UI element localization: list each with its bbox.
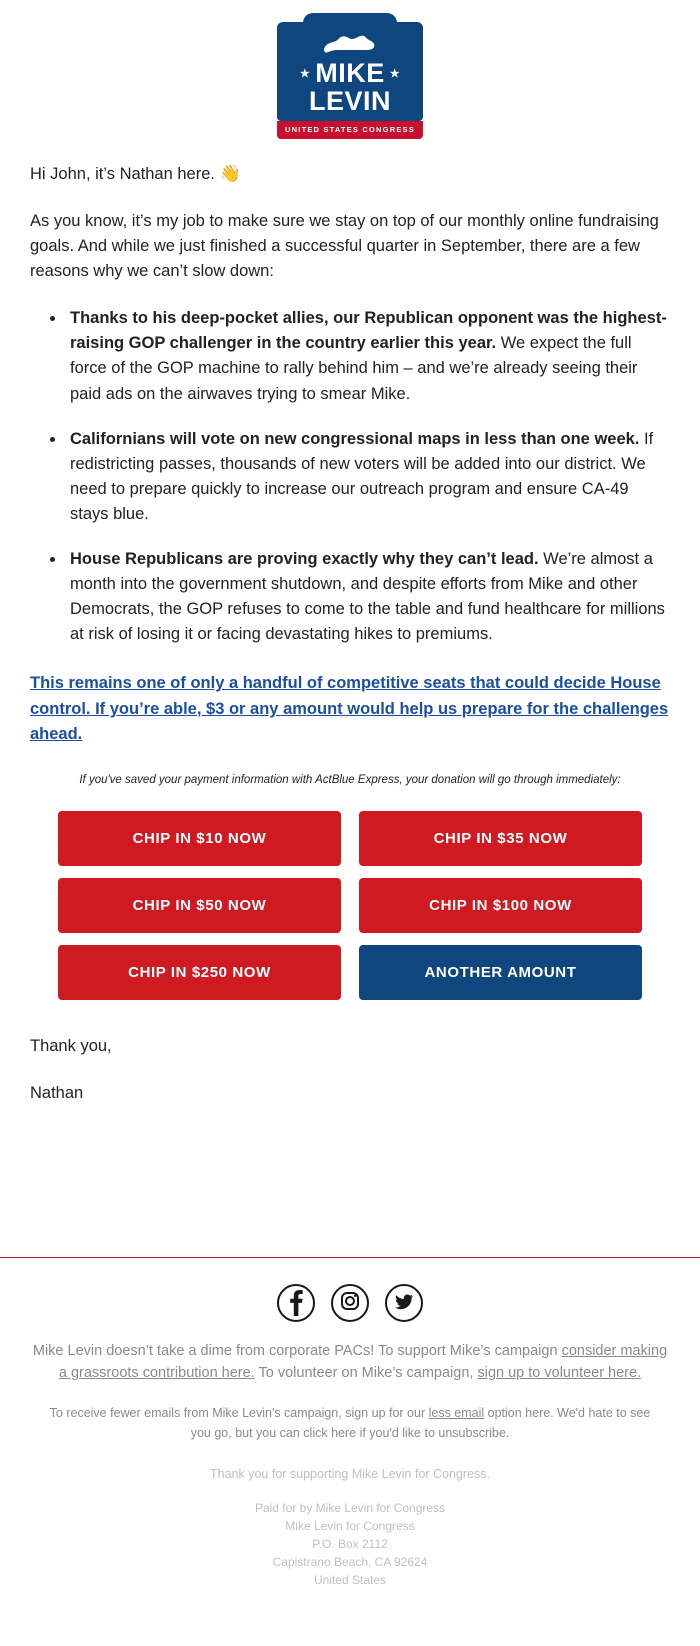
address-line: P.O. Box 2112 bbox=[312, 1536, 388, 1551]
email-footer bbox=[0, 1258, 700, 1615]
chip-in-10-button[interactable]: CHIP IN $10 NOW bbox=[58, 811, 341, 866]
logo-shield bbox=[277, 22, 423, 121]
volunteer-signup-link[interactable]: sign up to volunteer here. bbox=[477, 1365, 642, 1382]
bullet-bold-text: Thanks to his deep-pocket allies, our Republican opponent was the highest-raising GOP challenger in the country earlier this year. bbox=[70, 309, 667, 353]
list-item bbox=[66, 547, 670, 647]
chip-in-250-button[interactable]: CHIP IN $250 NOW bbox=[58, 945, 341, 1000]
bullet-rest-text: If redistricting passes, thousands of new voters will be added into our district. We need to prepare quickly to increase our outreach program and ensure CA-49 stays blue. bbox=[70, 429, 654, 523]
unsubscribe-part1: To receive fewer emails from Mike Levin's campaign, sign up for our bbox=[49, 1405, 429, 1420]
signoff-thank-you: Thank you, bbox=[30, 1037, 112, 1056]
star-icon: ★ bbox=[389, 68, 401, 80]
address-line: Mike Levin for Congress bbox=[285, 1518, 415, 1533]
competitive-seat-cta-link[interactable]: This remains one of only a handful of competitive seats that could decide House control. If you’re able, $3 or any amount would help us prepare for the challenges ahead. bbox=[30, 674, 669, 744]
social-links bbox=[30, 1284, 670, 1322]
california-bear-icon bbox=[277, 32, 423, 58]
footer-disclaimer-part2: To volunteer on Mike’s campaign, bbox=[254, 1365, 478, 1382]
signoff-block bbox=[0, 1034, 700, 1106]
bullet-rest-text: We’re almost a month into the government shutdown, and despite efforts from Mike and other Democrats, the GOP refuses to come to the table and fund healthcare for millions at risk of losing it or facing devastating hikes to premiums. bbox=[70, 549, 665, 644]
greeting-line bbox=[30, 161, 670, 187]
list-item bbox=[66, 306, 670, 406]
unsubscribe-part2: option here. We'd hate to see you go, but you can click here if you'd like to unsubscribe. bbox=[190, 1405, 651, 1440]
address-line: Paid for by Mike Levin for Congress bbox=[254, 1500, 446, 1515]
unsubscribe-text bbox=[30, 1403, 670, 1443]
address-line: Capistrano Beach, CA 92624 bbox=[272, 1554, 428, 1569]
footer-thanks: Thank you for supporting Mike Levin for Congress. bbox=[210, 1466, 490, 1481]
bullet-rest-text: We expect the full force of the GOP machine to rally behind him – and we’re already seeing their paid ads on the airwaves trying to smear Mike. bbox=[70, 334, 638, 403]
instagram-icon[interactable] bbox=[331, 1284, 369, 1322]
footer-address bbox=[30, 1499, 670, 1589]
address-line: United States bbox=[313, 1572, 387, 1587]
logo-subtitle: UNITED STATES CONGRESS bbox=[277, 121, 423, 139]
intro-paragraph: As you know, it’s my job to make sure we stay on top of our monthly online fundraising goals. And while we just finished a successful quarter in September, there are a few reasons why we can’t slow down: bbox=[30, 212, 659, 281]
mike-levin-logo[interactable] bbox=[277, 22, 423, 139]
actblue-express-note: If you've saved your payment information with ActBlue Express, your donation will go through immediately: bbox=[79, 773, 621, 786]
logo-first-name bbox=[277, 60, 423, 88]
chip-in-50-button[interactable]: CHIP IN $50 NOW bbox=[58, 878, 341, 933]
chip-in-100-button[interactable]: CHIP IN $100 NOW bbox=[359, 878, 642, 933]
grassroots-contribution-link[interactable]: consider making a grassroots contribution here. bbox=[58, 1342, 668, 1382]
star-icon: ★ bbox=[299, 68, 311, 80]
another-amount-button[interactable]: ANOTHER AMOUNT bbox=[359, 945, 642, 1000]
donation-button-grid bbox=[0, 811, 700, 1000]
reasons-list bbox=[30, 306, 670, 647]
email-content bbox=[0, 161, 700, 789]
bullet-bold-text: House Republicans are proving exactly why they can’t lead. bbox=[70, 549, 539, 568]
less-email-link[interactable]: less email bbox=[428, 1405, 485, 1420]
bullet-bold-text: Californians will vote on new congressional maps in less than one week. bbox=[70, 429, 640, 448]
footer-disclaimer-part1: Mike Levin doesn’t take a dime from corporate PACs! To support Mike’s campaign bbox=[32, 1342, 562, 1359]
logo-name-mike: MIKE bbox=[315, 58, 385, 88]
greeting-text: Hi John, it’s Nathan here. bbox=[30, 165, 215, 183]
twitter-icon[interactable] bbox=[385, 1284, 423, 1322]
signoff-name: Nathan bbox=[30, 1084, 84, 1103]
facebook-icon[interactable] bbox=[277, 1284, 315, 1322]
bottom-spacer bbox=[0, 1129, 700, 1257]
chip-in-35-button[interactable]: CHIP IN $35 NOW bbox=[359, 811, 642, 866]
waving-hand-icon: 👋 bbox=[219, 164, 241, 183]
campaign-logo-block bbox=[0, 0, 700, 153]
logo-last-name: LEVIN bbox=[308, 86, 391, 116]
footer-disclaimer bbox=[30, 1340, 670, 1385]
list-item bbox=[66, 427, 670, 527]
